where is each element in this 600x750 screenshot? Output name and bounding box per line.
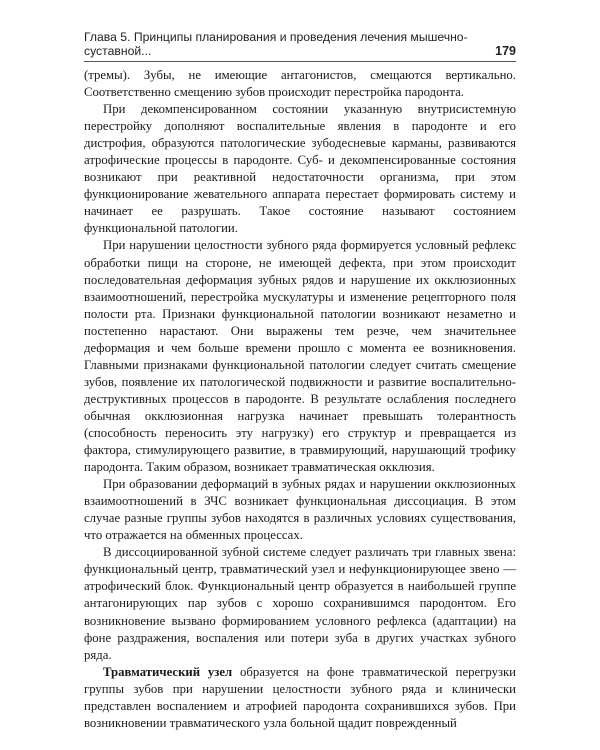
paragraph-4: При образовании деформаций в зубных рядах и нарушении окклюзионных взаимоотношений в ЗЧС возникает функциональная диссоциация. В этом случае разные группы зубов находятся в различных условиях существования, что отражается на обменных процессах. bbox=[84, 477, 516, 543]
paragraph-6 bbox=[84, 664, 516, 732]
body-text bbox=[84, 67, 516, 732]
header-rule bbox=[84, 61, 516, 62]
paragraph-1: (тремы). Зубы, не имеющие антагонистов, смещаются вертикально. Соответственно смещению зубов происходит перестройка пародонта. bbox=[84, 68, 516, 100]
paragraph-6-text: образуется на фоне травматической перегрузки группы зубов при нарушении целостности зубного ряда и клинически представлен воспалением и атрофией пародонта сохранившихся зубов. При возникновении травматического узла больной щадит поврежденный bbox=[84, 664, 517, 730]
paragraph-3: При нарушении целостности зубного ряда формируется условный рефлекс обработки пищи на стороне, не имеющей дефекта, при этом происходит последовательная деформация зубных рядов и нарушение их окклюзионных взаимоотношений, перестройка мускулатуры и изменение рецепторного поля полости рта. Признаки функциональной патологии возникают незаметно и постепенно нарастают. Они выражены тем резче, чем значительнее деформация и чем больше времени прошло с момента ее возникновения. Главными признаками функциональной патологии следует считать смещение зубов, появление их патологической подвижности и развитие воспалительно-деструктивных процессов в пародонте. В результате ослабления последнего обычная окклюзионная нагрузка начинает превышать толерантность (способность переносить эту нагрузку) его структур и превращается из фактора, стимулирующего развитие, в травмирующий, нарушающий трофику пародонта. Таким образом, возникает травматическая окклюзия. bbox=[84, 238, 516, 475]
chapter-title: Глава 5. Принципы планирования и проведения лечения мышечно-суставной... bbox=[84, 30, 468, 58]
paragraph-5: В диссоциированной зубной системе следует различать три главных звена: функциональный центр, травматический узел и нефункционирующее звено — атрофический блок. Функциональный центр образуется в наибольшей группе антагонирующих пар зубов с хорошо сохранившимся пародонтом. Его возникновение вызвано формированием условного рефлекса (адаптации) на фоне раздражения, воспаления или потери зуба в других участках зубного ряда. bbox=[84, 545, 516, 662]
paragraph-2: При декомпенсированном состоянии указанную внутрисистемную перестройку дополняют воспалительные явления в пародонте и его дистрофия, образуются патологические зубодесневые карманы, развиваются атрофические процессы в пародонте. Суб- и декомпенсированные состояния возникают при реактивной недостаточности организма, при этом функционирование жевательного аппарата перестает формировать систему и начинает ее разрушать. Такое состояние называют состоянием функциональной патологии. bbox=[84, 102, 516, 236]
term-traumatic-node: Травматический узел bbox=[103, 664, 233, 679]
page-number: 179 bbox=[495, 44, 516, 58]
running-header bbox=[84, 30, 516, 58]
